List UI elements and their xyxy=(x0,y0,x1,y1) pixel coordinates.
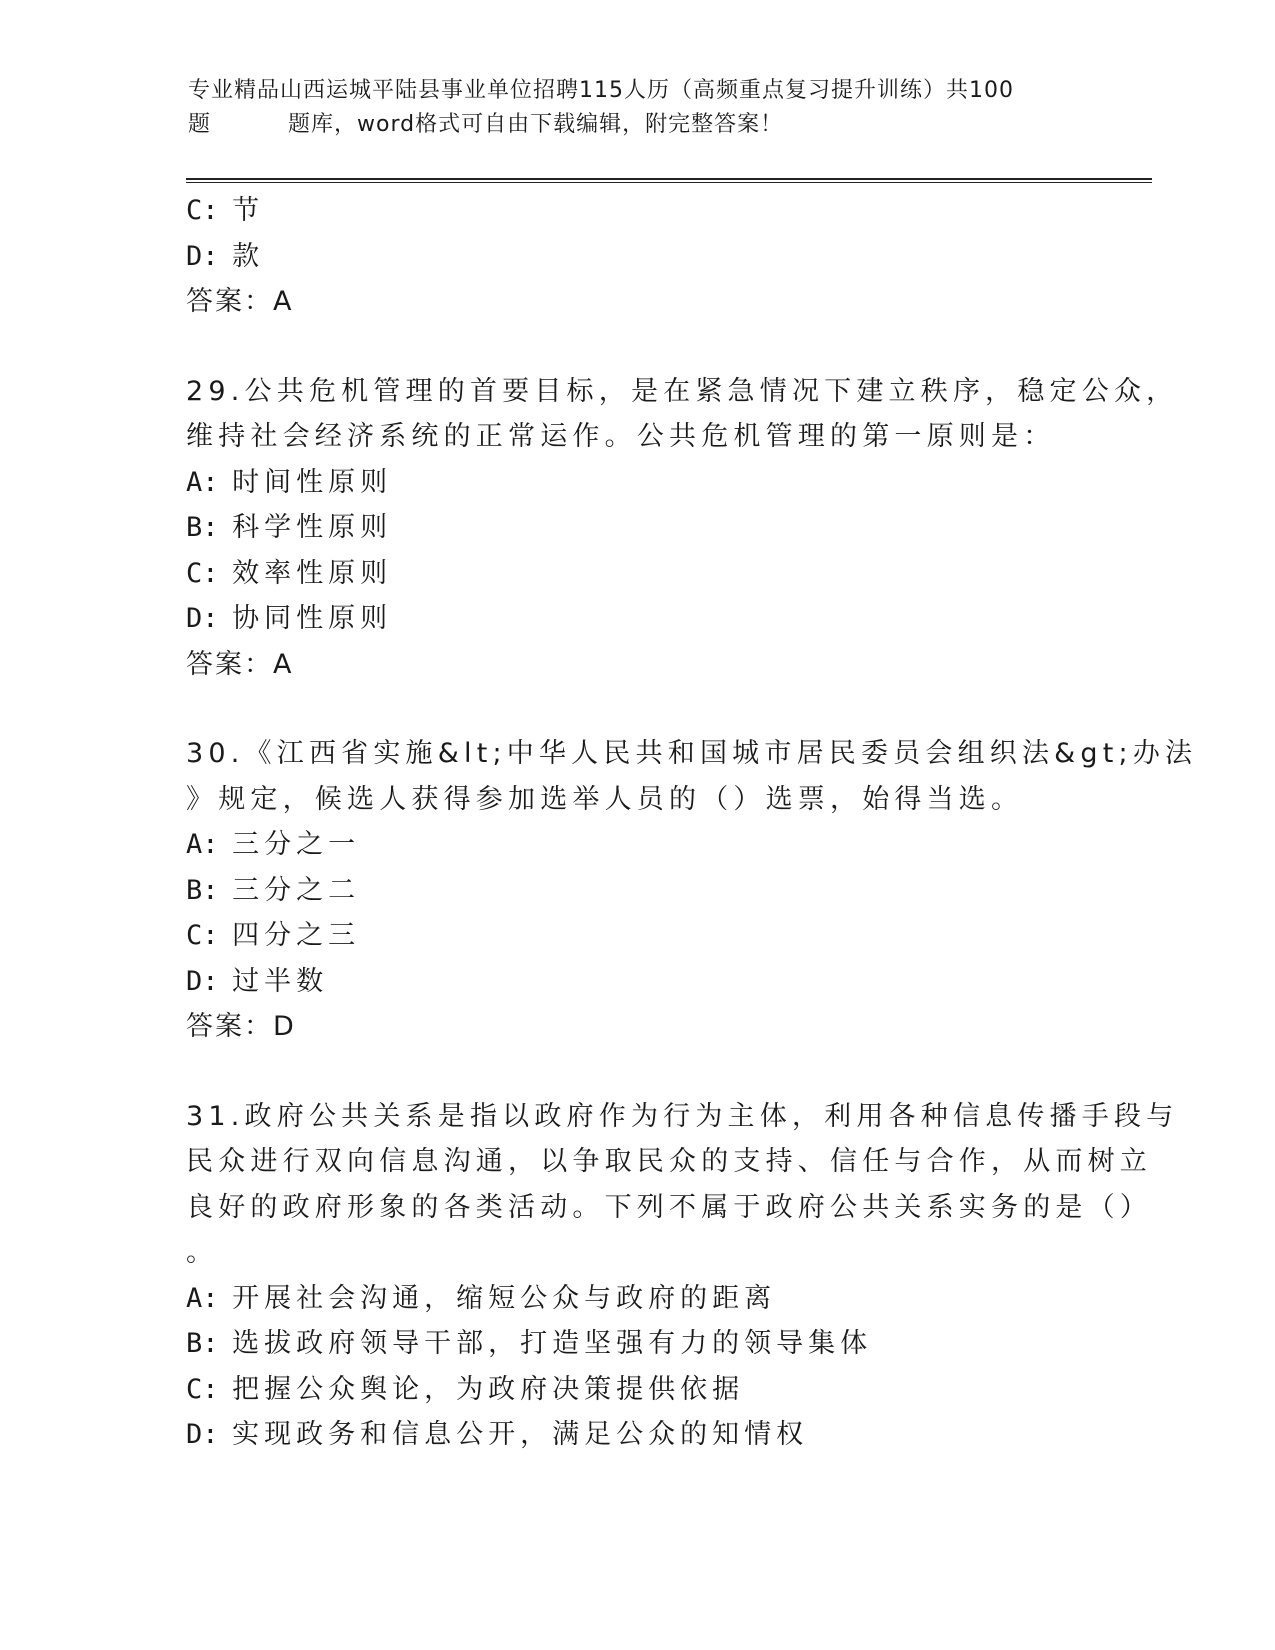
question-content xyxy=(186,188,1198,1458)
question-28-tail xyxy=(186,188,1086,325)
page-header xyxy=(188,74,1088,142)
option-text: 选拔政府领导干部，打造坚强有力的领导集体 xyxy=(232,1328,873,1359)
option-c xyxy=(186,913,1086,959)
option-c xyxy=(186,551,1086,597)
option-key: D: xyxy=(186,965,219,997)
stem-line: 30.《江西省实施&lt;中华人民共和国城市居民委员会组织法&gt;办法 xyxy=(186,738,1198,769)
answer-line: 答案：A xyxy=(186,648,294,680)
option-text: 实现政务和信息公开，满足公众的知情权 xyxy=(232,1419,809,1450)
option-key: C: xyxy=(186,557,219,589)
option-b xyxy=(186,505,1086,551)
option-a xyxy=(186,460,1086,506)
option-d xyxy=(186,959,1086,1005)
option-text: 协同性原则 xyxy=(232,603,393,634)
option-text: 开展社会沟通，缩短公众与政府的距离 xyxy=(232,1282,777,1314)
option-key: A: xyxy=(186,1282,219,1314)
option-text: 把握公众舆论，为政府决策提供依据 xyxy=(232,1373,745,1405)
option-text: 四分之三 xyxy=(232,920,361,951)
option-key: C: xyxy=(186,920,219,951)
question-31 xyxy=(186,1094,1179,1458)
option-d xyxy=(186,234,1086,280)
option-text: 款 xyxy=(232,240,265,272)
header-divider-thick xyxy=(186,178,1152,180)
header-title-line-1: 专业精品山西运城平陆县事业单位招聘115人历（高频重点复习提升训练）共100 xyxy=(188,78,1014,103)
option-text: 时间性原则 xyxy=(232,466,393,498)
option-c xyxy=(186,1367,1086,1413)
option-b xyxy=(186,1321,1086,1367)
stem-line: 良好的政府形象的各类活动。下列不属于政府公共关系实务的是（） xyxy=(186,1191,1152,1223)
header-title-line-2 xyxy=(188,108,1088,142)
option-text: 过半数 xyxy=(232,965,329,997)
option-key: D: xyxy=(186,240,219,272)
stem-line: 31.政府公共关系是指以政府作为行为主体，利用各种信息传播手段与 xyxy=(186,1100,1179,1132)
option-key: B: xyxy=(186,512,219,543)
stem-line: 。 xyxy=(186,1237,219,1268)
option-key: D: xyxy=(186,603,219,634)
stem-line: 维持社会经济系统的正常运作。公共危机管理的第一原则是： xyxy=(186,421,1056,452)
option-text: 节 xyxy=(232,195,265,226)
option-a xyxy=(186,1276,1086,1322)
option-d xyxy=(186,1412,1086,1458)
option-key: C: xyxy=(186,195,219,226)
option-text: 效率性原则 xyxy=(232,557,393,589)
option-text: 科学性原则 xyxy=(232,512,393,543)
answer-line: 答案：A xyxy=(186,286,294,317)
header-title-line-2-right: 题库，word格式可自由下载编辑，附完整答案！ xyxy=(288,112,784,137)
question-29 xyxy=(186,369,1179,688)
question-stem xyxy=(186,1094,1179,1276)
question-stem xyxy=(186,731,1198,822)
stem-line: 民众进行双向信息沟通，以争取民众的支持、信任与合作，从而树立 xyxy=(186,1146,1152,1177)
option-d xyxy=(186,596,1086,642)
option-c xyxy=(186,188,1086,234)
option-key: C: xyxy=(186,1373,219,1405)
header-divider-thin xyxy=(186,182,1152,183)
option-text: 三分之二 xyxy=(232,874,361,906)
option-key: B: xyxy=(186,874,219,906)
question-30 xyxy=(186,731,1198,1050)
stem-line: 》规定，候选人获得参加选举人员的（）选票，始得当选。 xyxy=(186,783,1024,815)
question-stem xyxy=(186,369,1179,460)
option-key: B: xyxy=(186,1328,219,1359)
option-key: A: xyxy=(186,829,219,860)
option-key: D: xyxy=(186,1419,219,1450)
header-title-line-2-left: 题 xyxy=(188,112,212,137)
option-text: 三分之一 xyxy=(232,829,361,860)
stem-line: 29.公共危机管理的首要目标，是在紧急情况下建立秩序，稳定公众， xyxy=(186,375,1179,407)
option-b xyxy=(186,868,1086,914)
answer-line: 答案：D xyxy=(186,1011,296,1042)
option-a xyxy=(186,822,1086,868)
option-key: A: xyxy=(186,466,219,498)
